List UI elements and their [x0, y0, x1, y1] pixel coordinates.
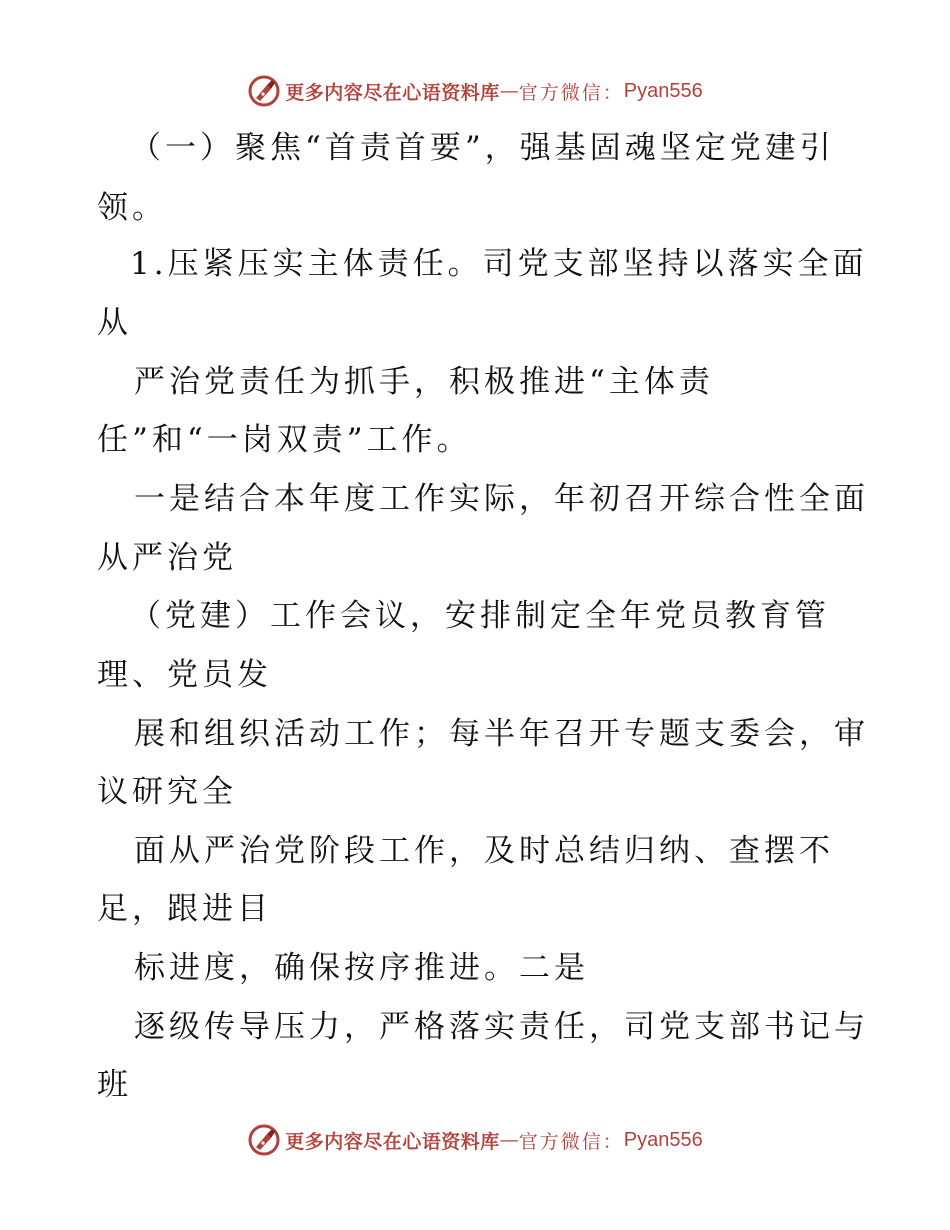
- body-line: 从严治党: [97, 540, 237, 576]
- pen-nib-logo-icon: [247, 74, 281, 108]
- body-line: 从: [97, 305, 132, 341]
- body-line: 严治党责任为抓手，积极推进“主体责: [134, 364, 714, 400]
- body-line: （党建）工作会议，安排制定全年党员教育管: [130, 598, 830, 634]
- body-line: 任”和“一岗双责”工作。: [97, 422, 472, 458]
- header-wechat-id: Pyan556: [623, 79, 703, 102]
- body-line: 逐级传导压力，严格落实责任，司党支部书记与: [134, 1009, 869, 1045]
- body-line: 展和组织活动工作；每半年召开专题支委会，审: [134, 716, 869, 752]
- header-wechat-label: 官方微信：: [518, 81, 624, 104]
- footer-separator: —: [499, 1129, 519, 1151]
- footer-brand-text: 更多内容尽在心语资料库: [285, 1130, 500, 1153]
- body-line: 1.压紧压实主体责任。司党支部坚持以落实全面: [130, 246, 868, 282]
- body-line: 班: [97, 1067, 132, 1103]
- body-line: 面从严治党阶段工作，及时总结归纳、查摆不: [134, 833, 834, 869]
- body-line: 理、党员发: [97, 657, 272, 693]
- pen-nib-logo-icon: [247, 1123, 281, 1157]
- header-brand-text: 更多内容尽在心语资料库: [285, 81, 500, 104]
- body-line: （一）聚焦“首责首要”，强基固魂坚定党建引: [130, 130, 835, 166]
- body-line: 议研究全: [97, 774, 237, 810]
- body-line: 标进度，确保按序推进。二是: [134, 950, 589, 986]
- body-line: 领。: [97, 190, 167, 226]
- footer-wechat-id: Pyan556: [623, 1128, 703, 1151]
- body-line: 足，跟进目: [97, 891, 272, 927]
- body-line: 一是结合本年度工作实际，年初召开综合性全面: [134, 481, 869, 517]
- header-banner: [0, 71, 950, 111]
- footer-banner: [0, 1120, 950, 1160]
- footer-wechat-label: 官方微信：: [518, 1130, 624, 1153]
- header-separator: —: [499, 80, 519, 102]
